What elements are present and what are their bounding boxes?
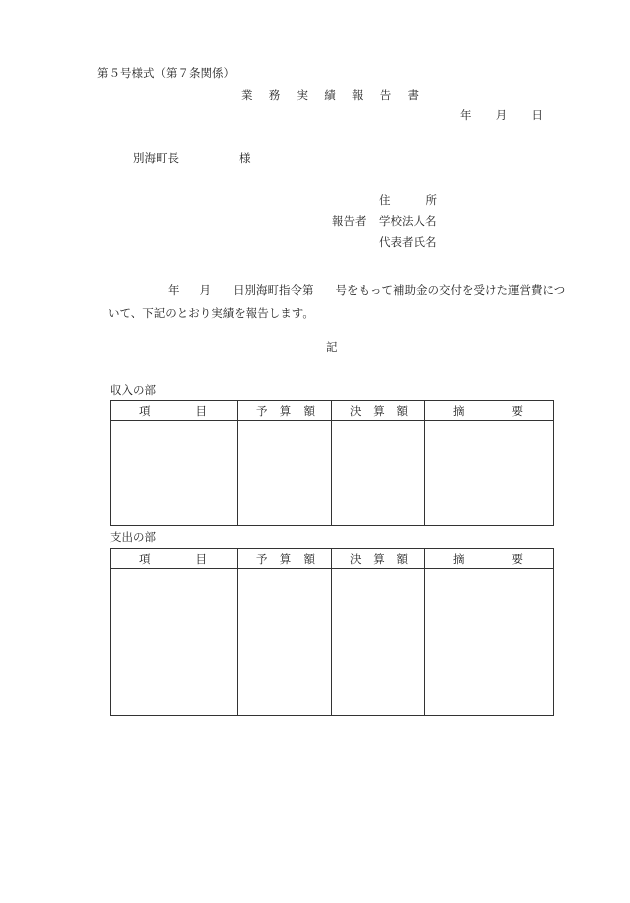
addressee-honorific: 様 <box>239 151 251 165</box>
date-year: 年 <box>460 108 472 122</box>
address-char: 所 <box>425 193 437 207</box>
column-header-item <box>111 401 238 421</box>
header-char: 算 <box>279 403 292 418</box>
header-char: 算 <box>373 551 385 566</box>
address-char: 住 <box>379 193 391 207</box>
income-budget-cell[interactable] <box>238 421 332 526</box>
expense-remarks-cell[interactable] <box>425 569 554 716</box>
header-char: 算 <box>373 403 385 418</box>
title-char: 書 <box>407 88 419 102</box>
header-char: 予 <box>256 551 268 566</box>
income-section-label: 収入の部 <box>110 383 156 397</box>
title-char: 務 <box>268 88 281 102</box>
income-header-row <box>111 401 554 421</box>
header-char: 額 <box>396 403 408 418</box>
header-char: 決 <box>350 551 362 566</box>
header-char: 目 <box>195 403 207 418</box>
expense-body-row <box>111 569 554 716</box>
column-header-budget <box>238 549 332 569</box>
reporter-label: 報告者 <box>332 214 367 228</box>
title-char: 績 <box>324 88 336 102</box>
expense-header-row <box>111 549 554 569</box>
header-char: 摘 <box>453 551 465 566</box>
header-char: 目 <box>195 551 207 566</box>
title-char: 告 <box>379 88 392 102</box>
header-char: 額 <box>396 551 408 566</box>
header-char: 額 <box>303 551 315 566</box>
representative-label: 代表者氏名 <box>379 235 437 249</box>
income-item-cell[interactable] <box>111 421 238 526</box>
income-body-row <box>111 421 554 526</box>
title-char: 報 <box>352 88 364 102</box>
document-title <box>241 90 419 102</box>
header-char: 要 <box>511 403 523 418</box>
body-middle: 日別海町指令第 <box>233 283 314 297</box>
body-month: 月 <box>199 283 211 297</box>
body-rest: 号をもって補助金の交付を受けた運営費について、下記のとおり実績を報告します。 <box>108 283 566 320</box>
expense-item-cell[interactable] <box>111 569 238 716</box>
column-header-item <box>111 549 238 569</box>
body-paragraph <box>108 279 568 325</box>
income-settlement-cell[interactable] <box>332 421 425 526</box>
title-char: 業 <box>241 88 253 102</box>
ki-heading: 記 <box>326 340 338 354</box>
date-day: 日 <box>531 108 543 122</box>
header-char: 決 <box>350 403 362 418</box>
income-table <box>110 400 554 526</box>
header-char: 算 <box>279 551 292 566</box>
income-remarks-cell[interactable] <box>425 421 554 526</box>
expense-section-label: 支出の部 <box>110 530 156 544</box>
expense-budget-cell[interactable] <box>238 569 332 716</box>
addressee: 別海町長 <box>133 151 179 165</box>
column-header-remarks <box>425 549 554 569</box>
column-header-budget <box>238 401 332 421</box>
title-char: 実 <box>296 88 308 102</box>
body-year: 年 <box>168 283 180 297</box>
header-char: 摘 <box>453 403 465 418</box>
expense-table <box>110 548 554 716</box>
column-header-settlement <box>332 549 425 569</box>
column-header-settlement <box>332 401 425 421</box>
form-number: 第５号様式（第７条関係） <box>97 66 235 80</box>
expense-settlement-cell[interactable] <box>332 569 425 716</box>
header-char: 額 <box>303 403 315 418</box>
address-label <box>379 195 437 207</box>
header-char: 要 <box>511 551 523 566</box>
header-char: 項 <box>139 551 151 566</box>
date-month: 月 <box>495 108 508 122</box>
column-header-remarks <box>425 401 554 421</box>
header-char: 項 <box>139 403 151 418</box>
school-name-label: 学校法人名 <box>379 214 437 228</box>
header-char: 予 <box>256 403 268 418</box>
date-line <box>460 110 543 122</box>
